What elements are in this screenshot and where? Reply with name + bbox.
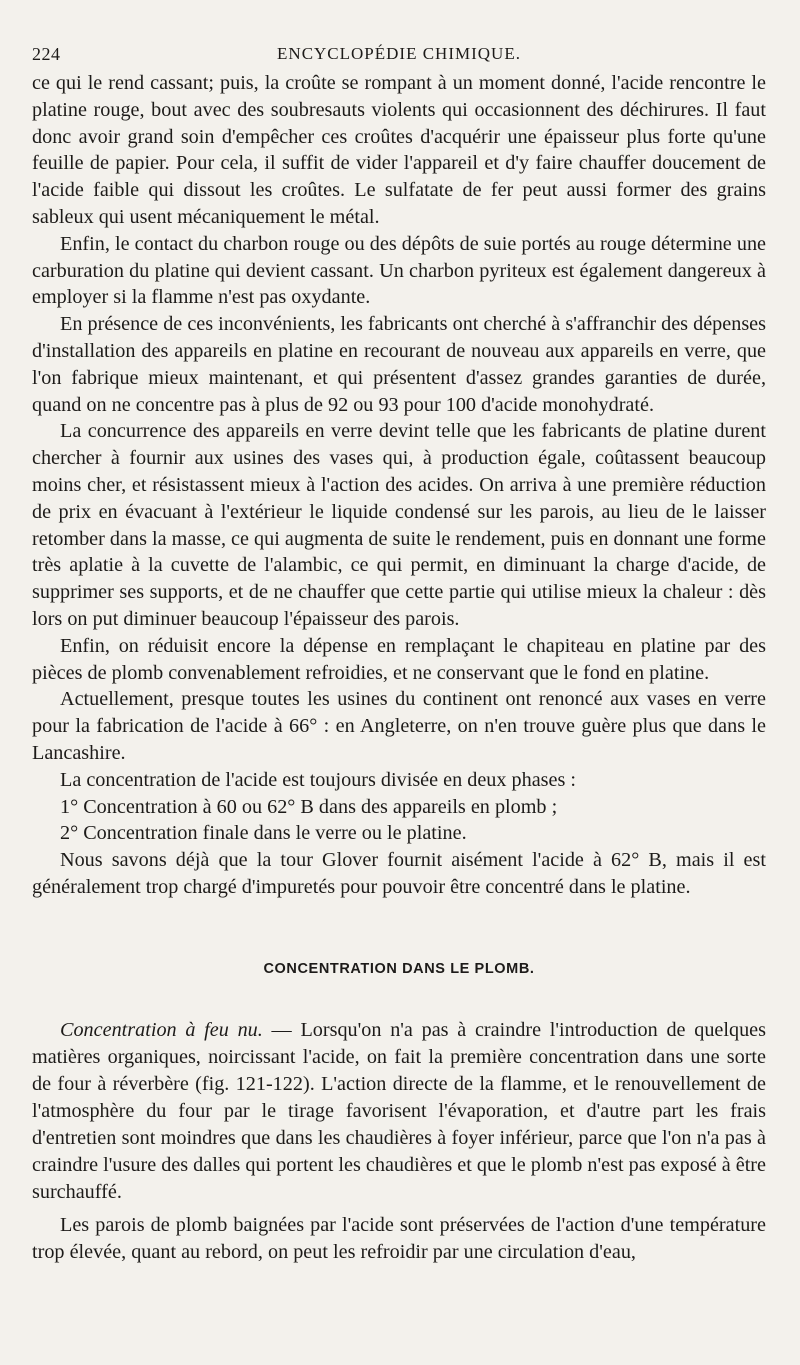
run-in-heading: Concentration à feu nu. [60,1018,263,1041]
paragraph: Les parois de plomb baignées par l'acide sont préservées de l'action d'une température trop élevée, quant au rebord, on peut les refroidir par une circulation d'eau, [32,1213,766,1263]
section-body-text [32,1017,766,1266]
paragraph: Enfin, le contact du charbon rouge ou des dépôts de suie portés au rouge détermine une carburation du platine qui devient cassant. Un charbon pyriteux est également dangereux à employer si la flamme n'est pas oxydante. [32,232,766,309]
section-heading: CONCENTRATION DANS LE PLOMB. [263,960,535,977]
paragraph: Enfin, on réduisit encore la dépense en remplaçant le chapiteau en platine par des pièces de plomb convenablement refroidies, et ne conservant que le fond en platine. [32,634,766,684]
paragraph [32,1017,766,1206]
page-number: 224 [32,44,61,64]
body-text [32,70,766,901]
paragraph: En présence de ces inconvénients, les fabricants ont cherché à s'affranchir des dépenses d'installation des appareils en platine en recourant de nouveau aux appareils en verre, que l'on fabrique mieux maintenant, et qui présentent d'assez grandes garanties de durée, quand on ne concentre pas à plus de 92 ou 93 pour 100 d'acide monohydraté. [32,313,766,416]
list-item: 1° Concentration à 60 ou 62° B dans des appareils en plomb ; [60,795,558,818]
paragraph: ce qui le rend cassant; puis, la croûte se rompant à un moment donné, l'acide rencontre le platine rouge, bout avec des soubresauts violents qui occasionnent des déchirures. Il faut donc avoir grand soin d'empêcher ces croûtes d'acquérir une épaisseur plus forte qu'une feuille de papier. Pour cela, il suffit de vider l'appareil et d'y faire chauffer doucement de l'acide faible qui dissout les croûtes. Le sulfatate de fer peut aussi former des grains sableux qui usent mécaniquement le métal. [32,72,766,228]
page-header [32,38,766,68]
paragraph: La concentration de l'acide est toujours divisée en deux phases : [60,768,577,791]
paragraph-body: — Lorsqu'on n'a pas à craindre l'introduction de quelques matières organiques, noircissant l'acide, on fait la première concentration dans une sorte de four à réverbère (fig. 121-122). L'action directe de la flamme, et le renouvellement de l'atmosphère du four par le tirage favorisent l'évaporation, et d'autre part les frais d'entretien sont moindres que dans les chaudières à foyer inférieur, parce que l'on n'a pas à craindre l'usure des dalles qui portent les chaudières et que le plomb n'est pas exposé à être surchauffé. [32,1018,766,1203]
paragraph: Actuellement, presque toutes les usines du continent ont renoncé aux vases en verre pour la fabrication de l'acide à 66° : en Angleterre, on n'en trouve guère plus que dans le Lancashire. [32,688,766,764]
running-head: ENCYCLOPÉDIE CHIMIQUE. [277,44,521,63]
list-item: 2° Concentration finale dans le verre ou le platine. [60,822,467,845]
paragraph: La concurrence des appareils en verre devint telle que les fabricants de platine durent chercher à fournir aux usines des vases qui, à production égale, coûtassent beaucoup moins cher, et résistassent mieux à l'action des acides. On arriva à une première réduction de prix en évacuant à l'extérieur le liquide condensé sur les parois, au lieu de le laisser retomber dans la masse, ce qui augmenta de suite le rendement, puis en donnant une forme très aplatie à la cuvette de l'alambic, ce qui permit, en diminuant la charge d'acide, de supprimer ses supports, et de ne chauffer que cette partie qui utilise mieux la chaleur : dès lors on put diminuer beaucoup l'épaisseur des parois. [32,420,766,630]
paragraph: Nous savons déjà que la tour Glover fournit aisément l'acide à 62° B, mais il est généralement trop chargé d'impuretés pour pouvoir être concentré dans le platine. [32,849,766,898]
